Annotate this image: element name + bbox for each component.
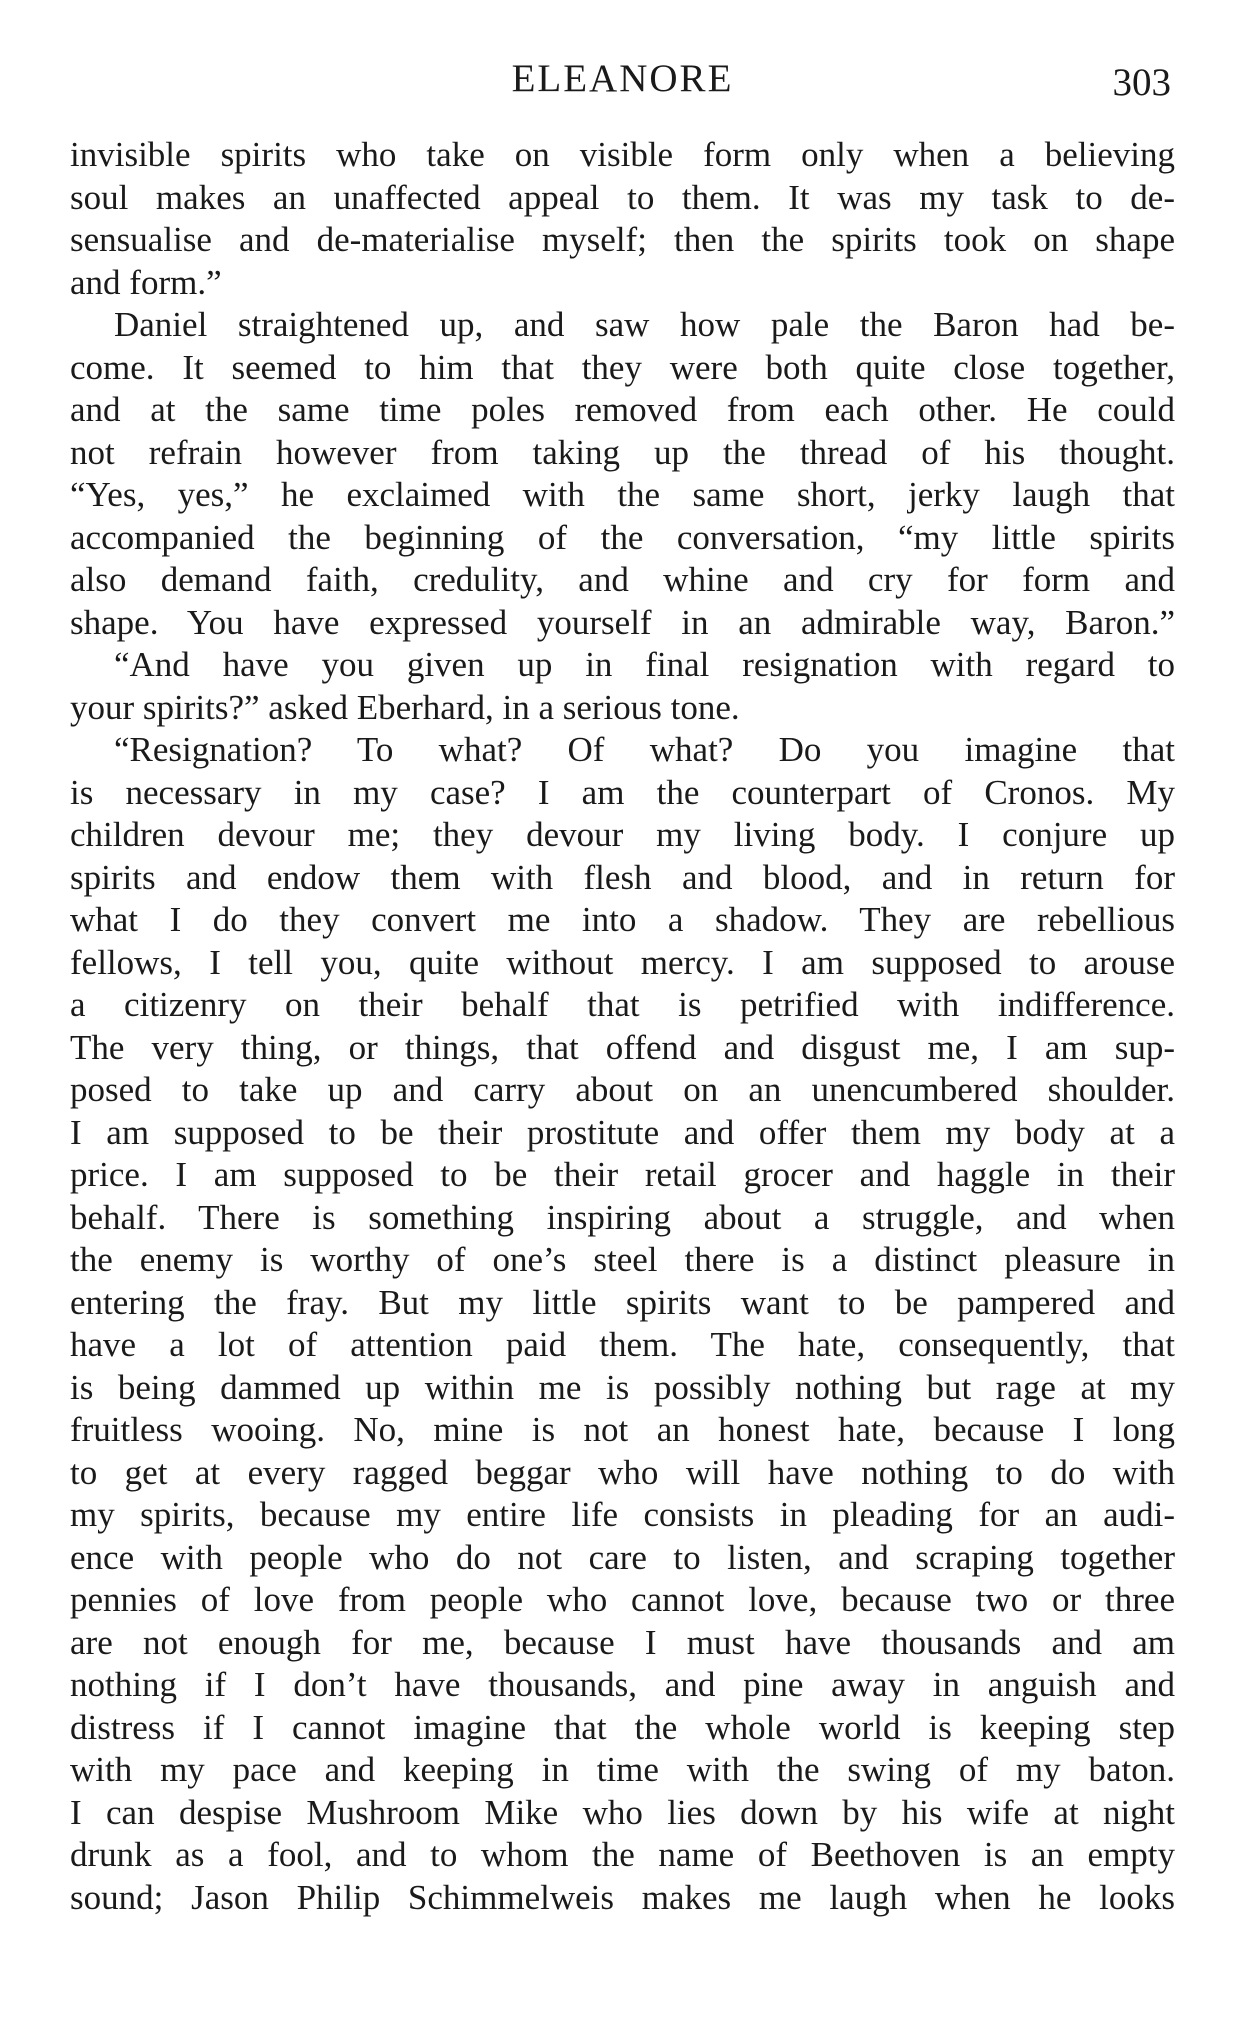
text-line: is being dammed up within me is possibly nothing but rage at my [70, 1367, 1175, 1407]
text-line: behalf. There is something inspiring about a struggle, and when [70, 1197, 1175, 1237]
text-line: and form.” [70, 262, 222, 302]
body-text [70, 134, 1175, 1919]
text-line: accompanied the beginning of the conversation, “my little spirits [70, 517, 1175, 557]
text-line: nothing if I don’t have thousands, and pine away in anguish and [70, 1665, 1175, 1704]
text-line: not refrain however from taking up the thread of his thought. [70, 432, 1175, 472]
text-line: and at the same time poles removed from each other. He could [70, 390, 1175, 429]
text-line: pennies of love from people who cannot love, because two or three [70, 1580, 1175, 1619]
text-line: what I do they convert me into a shadow. They are rebellious [70, 900, 1175, 939]
text-line: to get at every ragged beggar who will have nothing to do with [70, 1452, 1175, 1492]
text-line: sensualise and de-materialise myself; then the spirits took on shape [70, 220, 1175, 259]
text-line: I can despise Mushroom Mike who lies down by his wife at night [70, 1792, 1175, 1832]
text-line: my spirits, because my entire life consists in pleading for an audi- [70, 1495, 1175, 1534]
text-line: a citizenry on their behalf that is petrified with indifference. [70, 985, 1175, 1024]
text-line: “Resignation? To what? Of what? Do you imagine that [114, 730, 1175, 769]
text-line: distress if I cannot imagine that the whole world is keeping step [70, 1707, 1175, 1747]
text-line: posed to take up and carry about on an unencumbered shoulder. [70, 1070, 1175, 1109]
text-line: the enemy is worthy of one’s steel there is a distinct pleasure in [70, 1240, 1175, 1279]
text-line: children devour me; they devour my living body. I conjure up [70, 815, 1175, 854]
book-page [70, 54, 1175, 1919]
text-line: Daniel straightened up, and saw how pale the Baron had be- [114, 305, 1175, 344]
page-number: 303 [1112, 61, 1171, 104]
text-line: fruitless wooing. No, mine is not an honest hate, because I long [70, 1410, 1175, 1449]
running-title: ELEANORE [511, 57, 734, 100]
text-line: The very thing, or things, that offend and disgust me, I am sup- [70, 1027, 1175, 1067]
text-line: “And have you given up in final resignation with regard to [114, 645, 1175, 684]
text-line: drunk as a fool, and to whom the name of Beethoven is an empty [70, 1835, 1175, 1874]
text-line: are not enough for me, because I must have thousands and am [70, 1622, 1175, 1662]
text-line: I am supposed to be their prostitute and offer them my body at a [70, 1112, 1175, 1152]
text-line: soul makes an unaffected appeal to them. It was my task to de- [70, 177, 1175, 217]
text-line: sound; Jason Philip Schimmelweis makes me laugh when he looks [70, 1877, 1175, 1917]
text-line: also demand faith, credulity, and whine and cry for form and [70, 560, 1175, 599]
text-line: your spirits?” asked Eberhard, in a serious tone. [70, 687, 740, 727]
text-line: entering the fray. But my little spirits want to be pampered and [70, 1282, 1175, 1322]
text-line: with my pace and keeping in time with the swing of my baton. [70, 1750, 1175, 1789]
text-line: is necessary in my case? I am the counterpart of Cronos. My [70, 772, 1175, 812]
running-head [70, 54, 1175, 114]
text-line: invisible spirits who take on visible form only when a believing [70, 135, 1175, 174]
text-line: have a lot of attention paid them. The hate, consequently, that [70, 1325, 1175, 1364]
text-line: fellows, I tell you, quite without mercy. I am supposed to arouse [70, 942, 1175, 982]
text-line: shape. You have expressed yourself in an admirable way, Baron.” [70, 602, 1175, 642]
text-line: “Yes, yes,” he exclaimed with the same short, jerky laugh that [70, 475, 1175, 514]
text-line: price. I am supposed to be their retail grocer and haggle in their [70, 1155, 1175, 1194]
text-line: ence with people who do not care to listen, and scraping together [70, 1537, 1175, 1577]
text-line: spirits and endow them with flesh and blood, and in return for [70, 857, 1175, 897]
text-line: come. It seemed to him that they were both quite close together, [70, 347, 1175, 387]
